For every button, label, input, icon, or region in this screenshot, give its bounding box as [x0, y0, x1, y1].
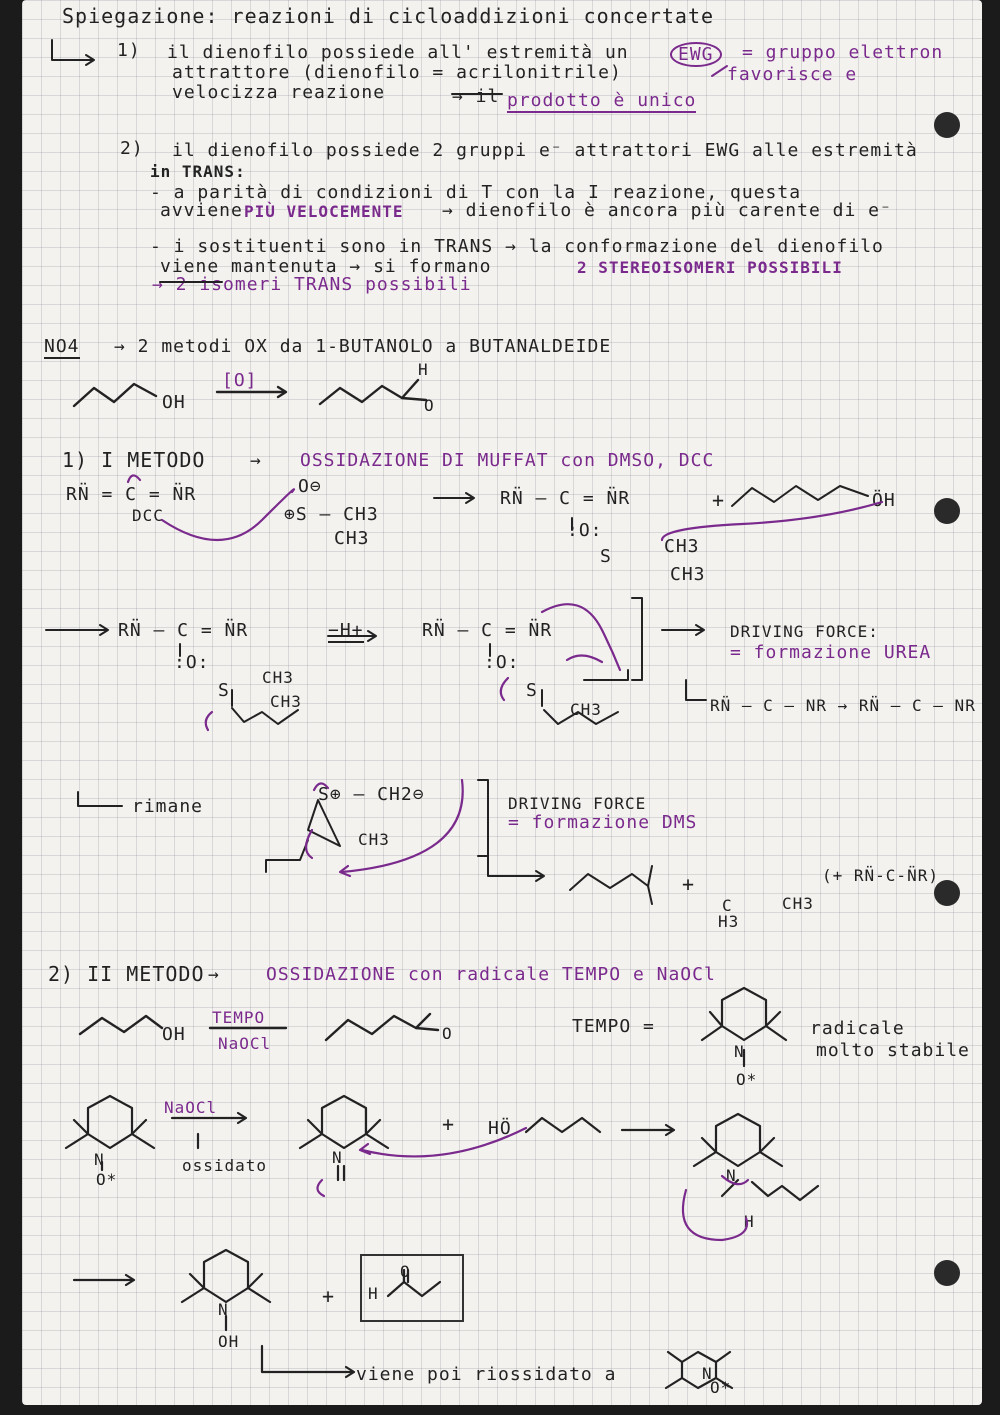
- ylide-ch3: CH3: [358, 830, 390, 849]
- o-label: O: [424, 396, 435, 415]
- intermediate2-ch3: CH3: [262, 668, 294, 687]
- point-number: 2): [120, 138, 144, 159]
- intermediate3-sulfur: S: [526, 680, 538, 701]
- method1-title: 1) I METODO: [62, 448, 206, 472]
- arrow: →: [250, 450, 262, 471]
- oxoammonium-n: N: [332, 1148, 343, 1167]
- intermediate-oxygen: :O:: [567, 520, 603, 541]
- intermediate-top: RN̈ — C = N̈R: [500, 488, 631, 509]
- dms-c: C: [722, 896, 733, 915]
- oh-label: OH: [162, 392, 186, 413]
- method1-subtitle: OSSIDAZIONE DI MUFFAT con DMSO, DCC: [300, 450, 715, 471]
- product-unique: prodotto è unico: [507, 90, 697, 111]
- deprotonation-label: −H+: [328, 620, 364, 641]
- dcc-structure: RN̈ = C = N̈R: [66, 484, 197, 505]
- text-line: in TRANS:: [150, 162, 246, 181]
- tempo-n: N: [702, 1364, 713, 1383]
- dcc-label: DCC: [132, 506, 164, 525]
- text-line: - i sostituenti sono in TRANS → la conformazione del dienofilo: [150, 236, 884, 257]
- intermediate-sulfur: S: [600, 546, 612, 567]
- section-heading: → 2 metodi OX da 1-BUTANOLO a BUTANALDEIDE: [114, 336, 612, 357]
- dms-h3: H3: [718, 912, 740, 931]
- method2-title: 2) II METODO: [48, 962, 205, 986]
- ewg-label: EWG: [670, 42, 722, 67]
- section-tag: NO4: [44, 336, 80, 357]
- tempo-equals: TEMPO =: [572, 1016, 655, 1037]
- product-o: O: [400, 1262, 411, 1281]
- text-line: il dienofilo possiede 2 gruppi e⁻ attrattori EWG alle estremità: [172, 140, 918, 161]
- method2-subtitle: OSSIDAZIONE con radicale TEMPO e NaOCl: [266, 964, 716, 985]
- reagent-naocl: NaOCl: [218, 1034, 272, 1053]
- plus-sign: +: [682, 872, 696, 896]
- text-line: - a parità di condizioni di T con la I reazione, questa: [150, 182, 802, 203]
- text-line: → 2 isomeri TRANS possibili: [152, 274, 472, 295]
- ossidato-label: ossidato: [182, 1156, 268, 1175]
- text-line: velocizza reazione: [172, 82, 386, 103]
- h-label: H: [418, 360, 429, 379]
- text-line: attrattore (dienofilo = acrilonitrile): [172, 62, 622, 83]
- alcohol-ho: HÖ: [488, 1118, 512, 1139]
- adduct-n: N: [726, 1166, 737, 1185]
- plus-sign: +: [712, 488, 726, 512]
- rimane-label: rimane: [132, 796, 204, 817]
- tempo-radical-o: O*: [736, 1070, 758, 1089]
- intermediate2-oxygen: :O:: [174, 652, 210, 673]
- dmso-sulfur: ⊕S — CH3: [284, 504, 379, 525]
- tempo-n: N: [94, 1150, 105, 1169]
- product-h: H: [368, 1284, 379, 1303]
- driving-force-dms: = formazione DMS: [508, 812, 698, 833]
- alcohol-oh: ÖH: [872, 490, 896, 511]
- tempo-description: radicale: [810, 1018, 905, 1039]
- urea-byproduct: (+ RN̈-C-N̈R): [822, 866, 939, 885]
- driving-force-label: DRIVING FORCE:: [730, 622, 879, 641]
- driving-force-urea: = formazione UREA: [730, 642, 932, 663]
- intermediate3-oxygen: :O:: [484, 652, 520, 673]
- intermediate2-sulfur: S: [218, 680, 230, 701]
- tempo-radical-o: O*: [710, 1378, 732, 1397]
- oxidation-label: [O]: [222, 370, 258, 391]
- tempo-n: N: [734, 1042, 745, 1061]
- point-number: 1): [117, 40, 141, 61]
- text-line: = gruppo elettron: [742, 42, 944, 63]
- o-label: O: [442, 1024, 453, 1043]
- intermediate2-top: RN̈ — C = N̈R: [118, 620, 249, 641]
- reoxidation-text: viene poi riossidato a: [356, 1364, 617, 1385]
- text-highlight: 2 STEREOISOMERI POSSIBILI: [577, 258, 843, 277]
- intermediate2-ch3: CH3: [270, 692, 302, 711]
- urea-formation: RN̈ — C — NR → RN̈ — C — NR: [710, 696, 976, 715]
- naocl-label: NaOCl: [164, 1098, 218, 1117]
- hydroxylamine-oh: OH: [218, 1332, 240, 1351]
- text-line: → il: [452, 86, 500, 107]
- intermediate-ch3: CH3: [670, 564, 706, 585]
- page-title: Spiegazione: reazioni di cicloaddizioni concertate: [62, 4, 715, 28]
- tempo-radical-o: O*: [96, 1170, 118, 1189]
- hydroxylamine-n: N: [218, 1300, 229, 1319]
- intermediate3-top: RN̈ — C = N̈R: [422, 620, 553, 641]
- adduct-h: H: [744, 1212, 755, 1231]
- dmso-oxygen: O⊖: [298, 476, 322, 497]
- plus-sign: +: [442, 1112, 456, 1136]
- oh-label: OH: [162, 1024, 186, 1045]
- text-line: favorisce e: [727, 64, 858, 85]
- intermediate-ch3: CH3: [664, 536, 700, 557]
- dmso-ch3: CH3: [334, 528, 370, 549]
- intermediate3-ch3: CH3: [570, 700, 602, 719]
- notebook-page: [22, 0, 982, 1405]
- handwritten-drawings: [22, 0, 982, 1405]
- text-line: avviene: [160, 200, 243, 221]
- sulfur-ylide: S⊕ — CH2⊖: [318, 784, 425, 805]
- driving-force-label: DRIVING FORCE: [508, 794, 647, 813]
- dms-ch3: CH3: [782, 894, 814, 913]
- text-line: il dienofilo possiede all' estremità un: [167, 42, 629, 63]
- text-highlight: PIÙ VELOCEMENTE: [244, 202, 404, 221]
- plus-sign: +: [322, 1284, 336, 1308]
- text-line: viene mantenuta → si formano: [160, 256, 492, 277]
- arrow: →: [208, 964, 220, 985]
- reagent-tempo: TEMPO: [212, 1008, 266, 1027]
- text-line: → dienofilo è ancora più carente di e⁻: [442, 200, 892, 221]
- tempo-description: molto stabile: [816, 1040, 970, 1061]
